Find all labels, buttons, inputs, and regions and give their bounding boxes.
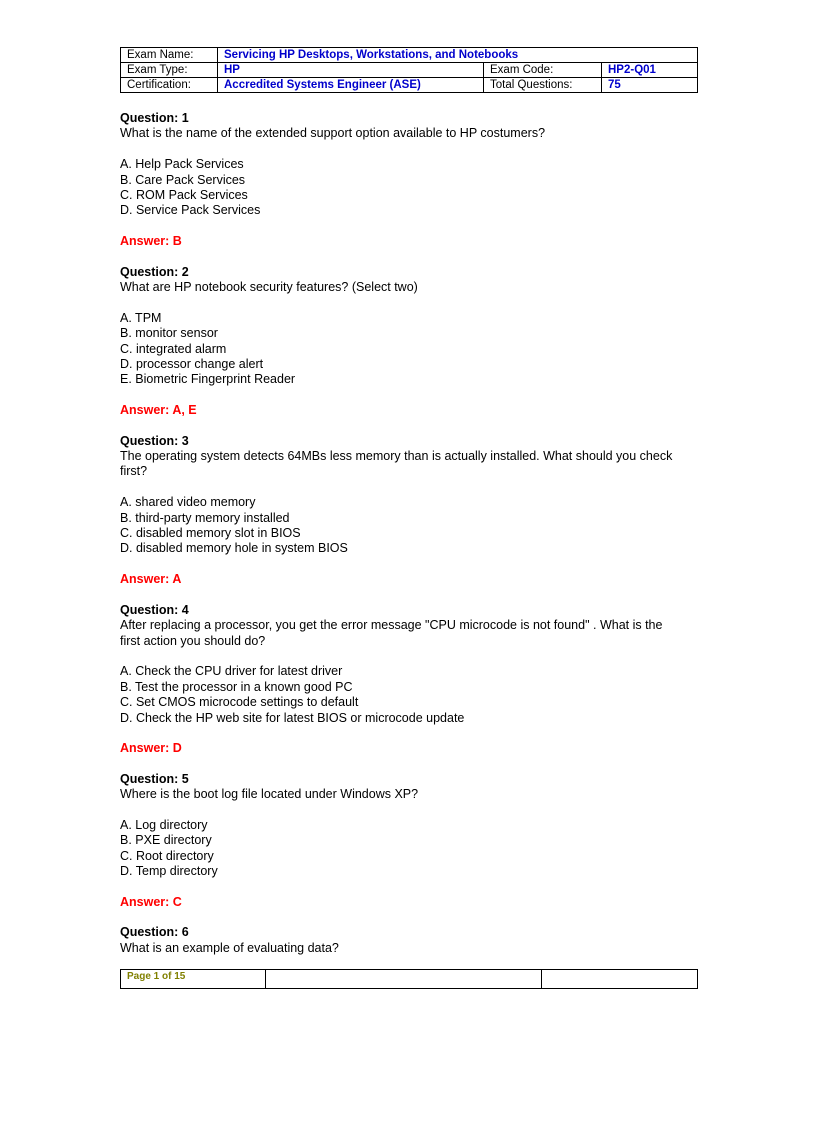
certification-row: [121, 78, 698, 93]
correct-answer: Answer: D: [120, 740, 182, 755]
question-block: [120, 434, 680, 588]
answer-option: A. TPM: [120, 310, 162, 325]
exam-name-row: [121, 48, 698, 63]
answer-option: B. Test the processor in a known good PC: [120, 679, 353, 694]
answer-options: [120, 818, 680, 880]
question-title: Question: 3: [120, 433, 189, 448]
answer-options: [120, 311, 680, 388]
total-questions-label: Total Questions:: [484, 78, 602, 93]
exam-type-row: [121, 63, 698, 78]
question-title: Question: 4: [120, 602, 189, 617]
answer-option: D. Temp directory: [120, 864, 218, 879]
total-questions-value: 75: [602, 78, 698, 93]
answer-option: C. Set CMOS microcode settings to default: [120, 695, 359, 710]
exam-type-label: Exam Type:: [121, 63, 218, 78]
footer-cell: [266, 970, 542, 989]
question-block: [120, 925, 680, 956]
exam-info-table: [120, 47, 698, 93]
questions-list: [120, 111, 680, 956]
question-title: Question: 1: [120, 111, 189, 125]
answer-option: B. third-party memory installed: [120, 510, 290, 525]
certification-label: Certification:: [121, 78, 218, 93]
answer-options: [120, 157, 680, 219]
certification-value: Accredited Systems Engineer (ASE): [218, 78, 484, 93]
question-text: Where is the boot log file located under Windows XP?: [120, 787, 419, 802]
question-block: [120, 265, 680, 419]
question-block: [120, 772, 680, 910]
answer-options: [120, 664, 680, 726]
answer-option: E. Biometric Fingerprint Reader: [120, 372, 296, 387]
exam-code-value: HP2-Q01: [602, 63, 698, 78]
question-text: What is an example of evaluating data?: [120, 940, 339, 955]
answer-option: C. ROM Pack Services: [120, 188, 248, 203]
correct-answer: Answer: A: [120, 571, 182, 586]
answer-options: [120, 495, 680, 557]
exam-name-value: Servicing HP Desktops, Workstations, and Notebooks: [218, 48, 698, 63]
answer-option: D. processor change alert: [120, 357, 264, 372]
question-title: Question: 6: [120, 925, 189, 940]
question-block: [120, 603, 680, 757]
exam-name-label: Exam Name:: [121, 48, 218, 63]
question-text: What are HP notebook security features? (Select two): [120, 280, 418, 295]
question-block: [120, 111, 680, 249]
page-footer: [120, 969, 698, 989]
answer-option: C. disabled memory slot in BIOS: [120, 526, 301, 541]
answer-option: A. Check the CPU driver for latest driver: [120, 664, 343, 679]
answer-option: B. Care Pack Services: [120, 172, 246, 187]
answer-option: A. shared video memory: [120, 495, 256, 510]
answer-option: B. monitor sensor: [120, 326, 218, 341]
answer-option: D. Service Pack Services: [120, 203, 261, 218]
correct-answer: Answer: C: [120, 894, 182, 909]
answer-option: C. integrated alarm: [120, 341, 227, 356]
exam-type-value: HP: [218, 63, 484, 78]
answer-option: D. disabled memory hole in system BIOS: [120, 541, 348, 556]
answer-option: A. Help Pack Services: [120, 157, 244, 172]
correct-answer: Answer: A, E: [120, 402, 197, 417]
question-text: The operating system detects 64MBs less memory than is actually installed. What should you check first?: [120, 449, 673, 479]
question-text: After replacing a processor, you get the error message "CPU microcode is not found" . What is the first action you should do?: [120, 618, 663, 648]
answer-option: B. PXE directory: [120, 833, 212, 848]
answer-option: C. Root directory: [120, 848, 214, 863]
question-title: Question: 5: [120, 771, 189, 786]
exam-code-label: Exam Code:: [484, 63, 602, 78]
correct-answer: Answer: B: [120, 233, 182, 248]
page-number: Page 1 of 15: [121, 970, 266, 989]
question-text: What is the name of the extended support option available to HP costumers?: [120, 126, 546, 141]
answer-option: A. Log directory: [120, 817, 208, 832]
question-title: Question: 2: [120, 264, 189, 279]
answer-option: D. Check the HP web site for latest BIOS or microcode update: [120, 710, 465, 725]
footer-cell: [542, 970, 698, 989]
